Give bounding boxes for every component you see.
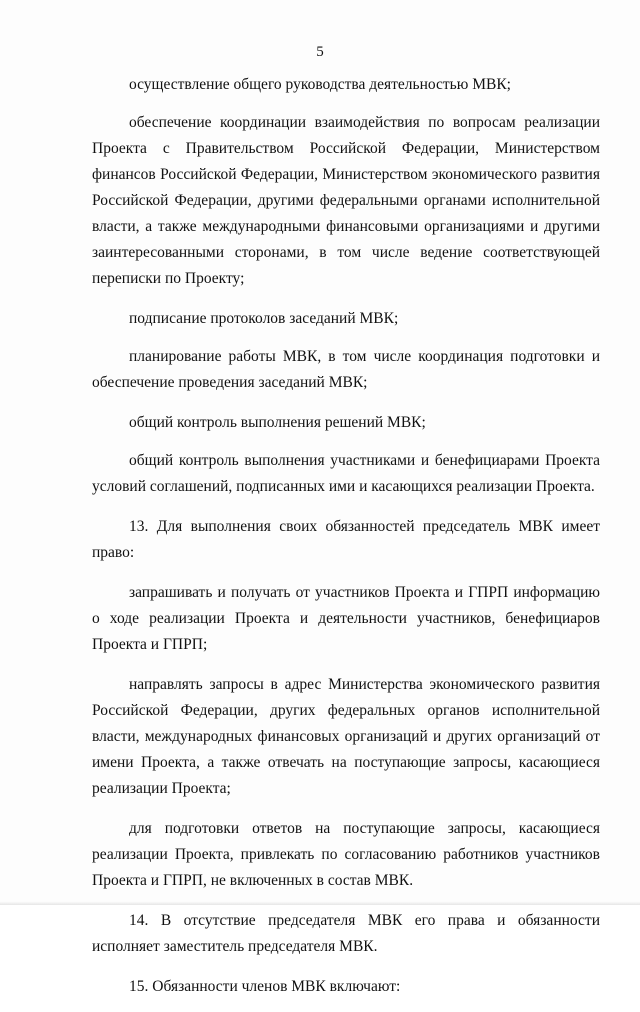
scan-bottom-edge <box>0 901 640 905</box>
paragraph-clause-14: 14. В отсутствие председателя МВК его права и обязанности исполняет заместитель председателя МВК. <box>92 912 600 955</box>
paragraph-clause-15: 15. Обязанности членов МВК включают: <box>129 978 401 995</box>
paragraph-request-information: запрашивать и получать от участников Проекта и ГПРП информацию о ходе реализации Проекта и деятельности участников, бенефициаров Проекта и ГПРП; <box>92 584 600 653</box>
paragraph-engage-workers: для подготовки ответов на поступающие запросы, касающиеся реализации Проекта, привлекать по согласованию работников участников Проекта и ГПРП, не включенных в состав МВК. <box>92 820 600 889</box>
paragraph-send-requests: направлять запросы в адрес Министерства экономического развития Российской Федерации, других федеральных органов исполнительной власти, международных финансовых организаций и других организаций от имени Проекта, а также отвечать на поступающие запросы, касающиеся реализации Проекта; <box>92 676 600 797</box>
paragraph-general-management: осуществление общего руководства деятельностью МВК; <box>129 76 511 93</box>
paragraph-signing-protocols: подписание протоколов заседаний МВК; <box>129 310 399 327</box>
paragraph-clause-13: 13. Для выполнения своих обязанностей председатель МВК имеет право: <box>92 518 600 561</box>
document-body <box>92 72 600 1012</box>
paragraph-agreement-control: общий контроль выполнения участниками и бенефициарами Проекта условий соглашений, подписанных ими и касающихся реализации Проекта. <box>92 452 600 495</box>
paragraph-decision-control: общий контроль выполнения решений МВК; <box>129 414 426 431</box>
paragraph-planning: планирование работы МВК, в том числе координация подготовки и обеспечение проведения заседаний МВК; <box>92 348 600 391</box>
paragraph-coordination: обеспечение координации взаимодействия по вопросам реализации Проекта с Правительством Российской Федерации, Министерством финансов Российской Федерации, Министерством экономического развития Российской Федерации, другими федеральными органами исполнительной власти, а также международными финансовыми организациями и другими заинтересованными сторонами, в том числе ведение соответствующей переписки по Проекту; <box>92 114 600 287</box>
page-number: 5 <box>316 44 324 60</box>
